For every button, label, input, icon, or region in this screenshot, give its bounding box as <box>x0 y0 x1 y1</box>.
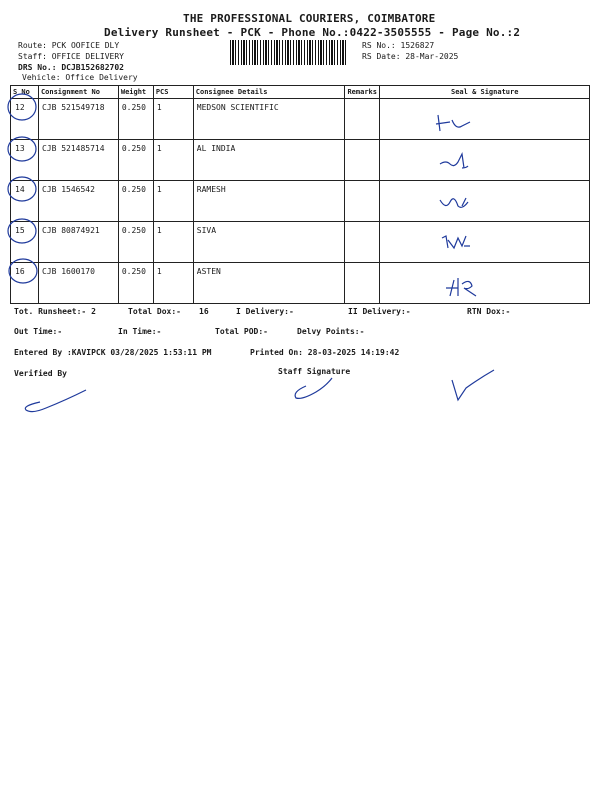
out-time: Out Time:- <box>14 327 63 336</box>
vehicle-text: Vehicle: Office Delivery <box>22 73 138 82</box>
col-pcs: PCS <box>153 86 193 99</box>
tot-runsheet: Tot. Runsheet:- 2 <box>14 307 96 316</box>
sno-cell: 13 <box>11 140 39 181</box>
verified-by-label: Verified By <box>14 369 67 378</box>
total-dox-value: 16 <box>199 307 209 316</box>
weight-cell: 0.250 <box>118 181 153 222</box>
sno-cell: 12 <box>11 99 39 140</box>
weight-cell: 0.250 <box>118 140 153 181</box>
rs-date: RS Date: 28-Mar-2025 <box>362 52 459 61</box>
signature-14 <box>440 198 468 207</box>
col-consignment: Consignment No <box>38 86 118 99</box>
signature-13 <box>440 154 468 168</box>
total-dox-label: Total Dox:- <box>128 307 181 316</box>
col-remarks: Remarks <box>345 86 380 99</box>
pcs-cell: 1 <box>153 140 193 181</box>
consignee-cell: ASTEN <box>193 263 345 304</box>
consignee-cell: SIVA <box>193 222 345 263</box>
weight-cell: 0.250 <box>118 222 153 263</box>
i-delivery: I Delivery:- <box>236 307 294 316</box>
consignment-cell: CJB 1600170 <box>38 263 118 304</box>
rtn-dox: RTN Dox:- <box>467 307 511 316</box>
col-weight: Weight <box>118 86 153 99</box>
consignment-cell: CJB 521485714 <box>38 140 118 181</box>
rs-number: RS No.: 1526827 <box>362 41 435 50</box>
circle-13 <box>8 137 36 161</box>
pcs-cell: 1 <box>153 222 193 263</box>
total-pod: Total POD:- <box>215 327 268 336</box>
sno-cell: 14 <box>11 181 39 222</box>
col-signature: Seal & Signature <box>380 86 590 99</box>
circle-14 <box>8 177 36 201</box>
signature-15 <box>442 236 470 248</box>
sno-cell: 16 <box>11 263 39 304</box>
consignment-cell: CJB 1546542 <box>38 181 118 222</box>
circle-12 <box>8 94 36 120</box>
verified-signature <box>25 390 86 412</box>
sno-cell: 15 <box>11 222 39 263</box>
consignment-cell: CJB 521549718 <box>38 99 118 140</box>
printed-on: Printed On: 28-03-2025 14:19:42 <box>250 348 400 357</box>
company-title: THE PROFESSIONAL COURIERS, COIMBATORE <box>183 12 436 25</box>
runsheet-subtitle: Delivery Runsheet - PCK - Phone No.:0422-3505555 - Page No.:2 <box>104 26 521 39</box>
delvy-points: Delvy Points:- <box>297 327 365 336</box>
weight-cell: 0.250 <box>118 263 153 304</box>
drs-number: DRS No.: DCJB152682702 <box>18 63 124 72</box>
signature-12 <box>436 115 470 131</box>
staff-signature <box>295 378 332 398</box>
col-consignee: Consignee Details <box>193 86 345 99</box>
pcs-cell: 1 <box>153 99 193 140</box>
entered-by: Entered By :KAVIPCK 03/28/2025 1:53:11 PM <box>14 348 212 357</box>
signature-16 <box>446 278 476 296</box>
col-sno: S No <box>11 86 39 99</box>
staff-text: Staff: OFFICE DELIVERY <box>18 52 124 61</box>
circle-15 <box>8 219 36 243</box>
third-signature <box>452 370 494 400</box>
consignee-cell: RAMESH <box>193 181 345 222</box>
ii-delivery: II Delivery:- <box>348 307 411 316</box>
in-time: In Time:- <box>118 327 162 336</box>
pcs-cell: 1 <box>153 263 193 304</box>
consignment-cell: CJB 80874921 <box>38 222 118 263</box>
weight-cell: 0.250 <box>118 99 153 140</box>
pcs-cell: 1 <box>153 181 193 222</box>
consignee-cell: AL INDIA <box>193 140 345 181</box>
circle-16 <box>9 259 37 283</box>
route-text: Route: PCK OOFICE DLY <box>18 41 120 50</box>
staff-signature-label: Staff Signature <box>278 367 351 376</box>
consignee-cell: MEDSON SCIENTIFIC <box>193 99 345 140</box>
